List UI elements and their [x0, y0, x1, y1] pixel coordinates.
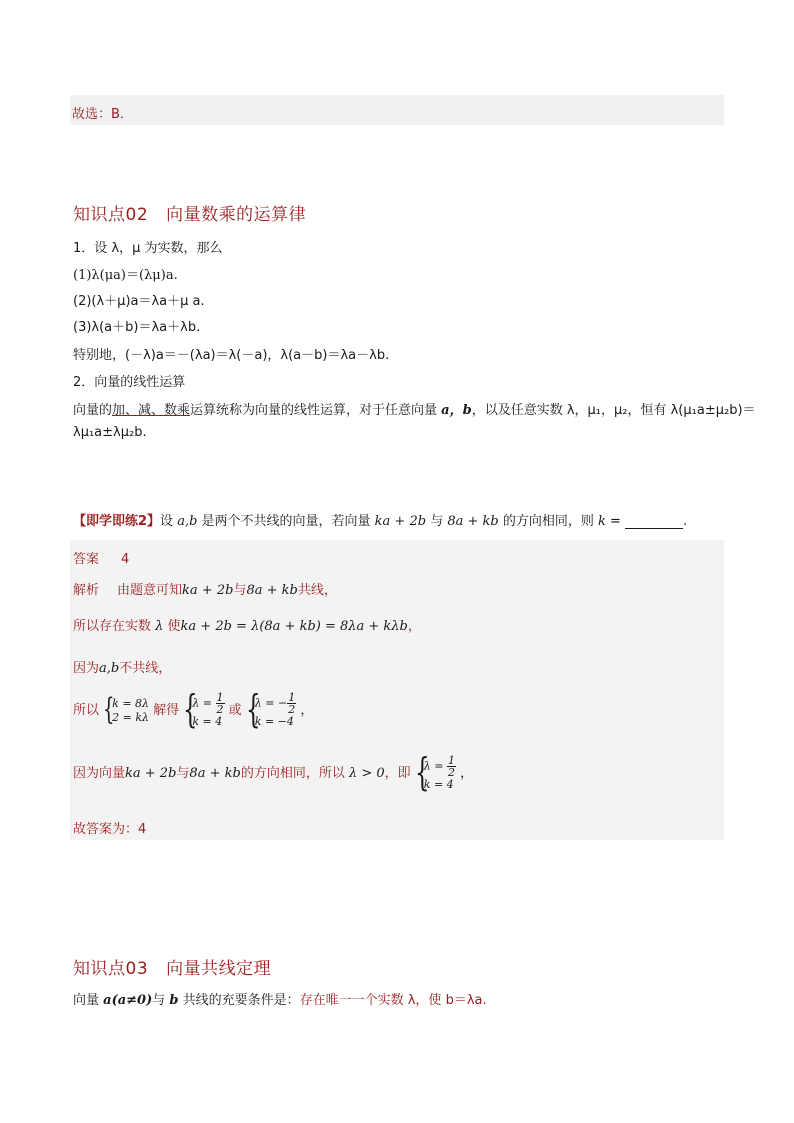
exercise-question: 【即学即练2】设 a,b 是两个不共线的向量，若向量 ka + 2b 与 8a + kb 的方向相同，则 k = . — [73, 514, 688, 529]
linear-ops-line2: λμ₁a±λμ₂b. — [73, 425, 147, 440]
section2-heading — [73, 200, 306, 225]
solution-line4: 所以 { k = 8λ 2 = kλ 解得 { λ = $\frac{1}{2}$ k = 4 或 { λ = − $\frac{1}{2}$ k = −4 ， — [73, 687, 314, 731]
answer-band — [70, 95, 724, 125]
law2: (2)(λ＋μ)a＝λa＋μ a. — [73, 294, 205, 309]
law1: (1)λ(μa)＝(λμ)a. — [73, 268, 178, 283]
answer-value: 4 — [121, 552, 130, 567]
solution-line5: 因为向量ka + 2b与8a + kb的方向相同，所以 λ > 0，即 { λ = $\frac{1}{2}$ k = 4 ， — [73, 750, 474, 794]
top-answer: 故选：B． — [72, 107, 133, 122]
linear-ops-underlined: 加、减、数乘 — [112, 403, 191, 418]
theorem-condition: 存在唯一一个实数 λ，使 b＝λa. — [299, 993, 487, 1008]
solution-line2: 所以存在实数 λ 使ka + 2b = λ(8a + kb) = 8λa + kλb， — [73, 619, 421, 634]
analysis-line: 解析 由题意可知ka + 2b与8a + kb共线， — [73, 583, 337, 598]
linear-ops-line: 向量的加、减、数乘运算统称为向量的线性运算，对于任意向量 a，b，以及任意实数 λ，μ₁，μ₂，恒有 λ(μ₁a±μ₂b)＝ — [73, 403, 756, 418]
system-solution-1: { λ = $\frac{1}{2}$ k = 4 — [183, 687, 224, 731]
answer-label: 答案 — [73, 552, 100, 567]
item1-title: 1．设 λ，μ 为实数，那么 — [73, 241, 223, 256]
answer-line — [73, 548, 129, 567]
section3-heading-prefix: 知识点03 — [73, 959, 149, 979]
system-solution-2: { λ = − $\frac{1}{2}$ k = −4 — [245, 687, 296, 731]
item2-title: 2．向量的线性运算 — [73, 375, 186, 390]
final-answer: 故答案为：4 — [73, 822, 147, 837]
law3: (3)λ(a＋b)＝λa＋λb. — [73, 320, 201, 335]
system-given: { k = 8λ 2 = kλ — [103, 691, 150, 727]
answer-blank — [625, 516, 683, 529]
section3-heading-title: 向量共线定理 — [166, 959, 272, 979]
system-final: { λ = $\frac{1}{2}$ k = 4 — [414, 750, 455, 794]
solution-line3: 因为a,b不共线， — [73, 661, 172, 676]
section2-heading-title: 向量数乘的运算律 — [166, 205, 307, 225]
exercise-tag: 【即学即练2】 — [73, 514, 161, 529]
section2-heading-prefix: 知识点02 — [73, 205, 149, 225]
collinear-theorem: 向量 a(a≠0)与 b 共线的充要条件是：存在唯一一个实数 λ，使 b＝λa. — [73, 993, 487, 1008]
analysis-label: 解析 — [73, 583, 100, 598]
special-case: 特别地，(－λ)a＝－(λa)＝λ(－a)，λ(a－b)＝λa－λb. — [73, 348, 390, 363]
section3-heading — [73, 954, 271, 979]
